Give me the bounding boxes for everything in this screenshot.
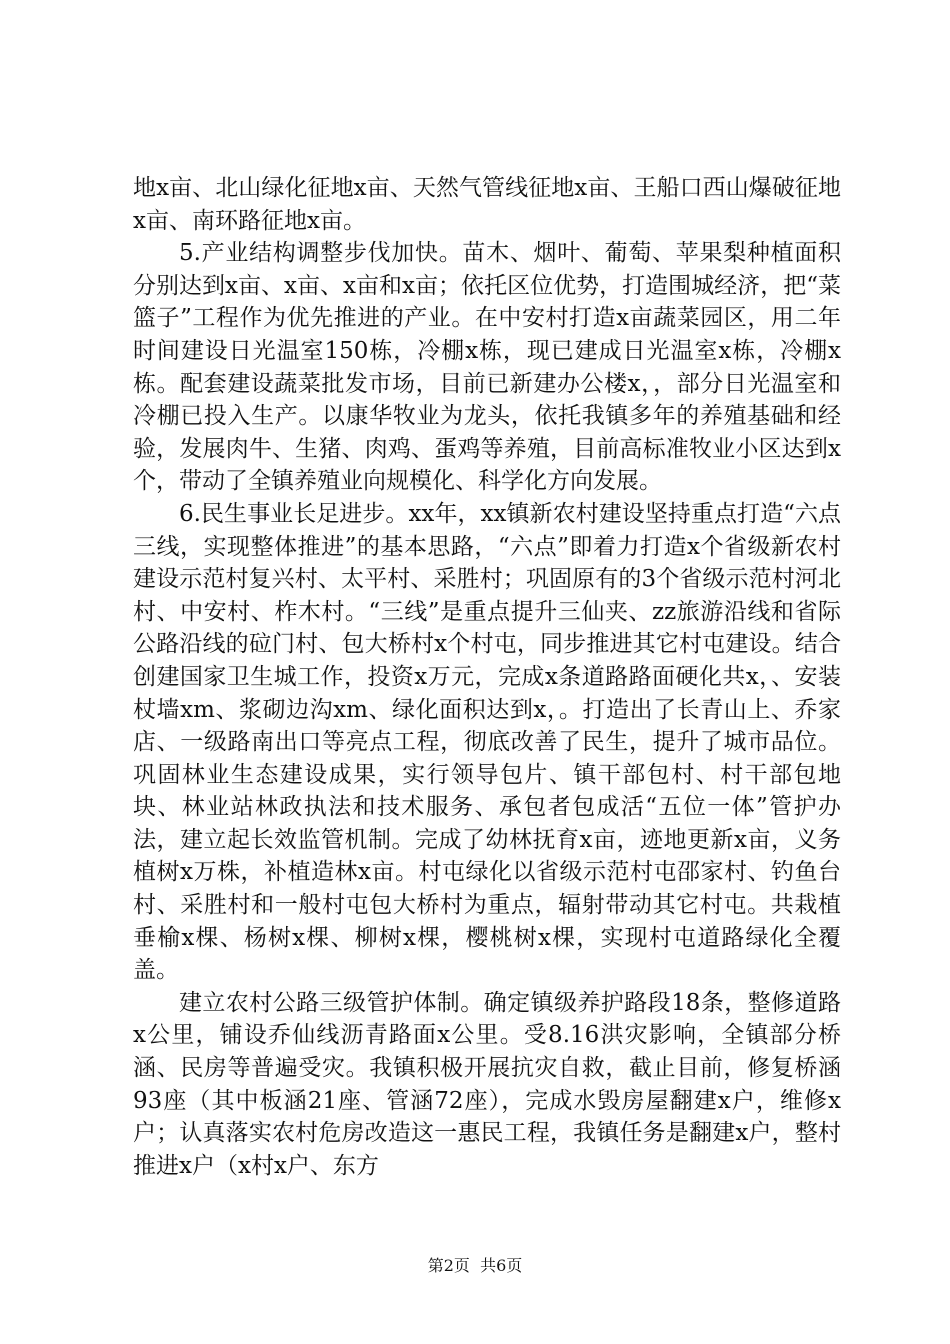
paragraph-industry-structure: 5.产业结构调整步伐加快。苗木、烟叶、葡萄、苹果梨种植面积分别达到x亩、x亩、x亩和x亩；依托区位优势，打造围城经济，把“菜篮子”工程作为优先推进的产业。在中安村打造x亩蔬菜园区，用二年时间建设日光温室150栋，冷棚x栋，现已建成日光温室x栋，冷棚x栋。配套建设蔬菜批发市场，目前已新建办公楼x，，部分日光温室和冷棚已投入生产。以康华牧业为龙头，依托我镇多年的养殖基础和经验，发展肉牛、生猪、肉鸡、蛋鸡等养殖，目前高标准牧业小区达到x个，带动了全镇养殖业向规模化、科学化方向发展。	[133, 240, 841, 495]
paragraph-livelihood: 6.民生事业长足进步。xx年，xx镇新农村建设坚持重点打造“六点三线，实现整体推进”的基本思路，“六点”即着力打造x个省级新农村建设示范村复兴村、太平村、采胜村；巩固原有的3个省级示范村河北村、中安村、柞木村。“三线”是重点提升三仙夹、zz旅游沿线和省际公路沿线的砬门村、包大桥村x个村屯，同步推进其它村屯建设。结合创建国家卫生城工作，投资x万元，完成x条道路路面硬化共x，、安装杖墙xm、浆砌边沟xm、绿化面积达到x，。打造出了长青山上、乔家店、一级路南出口等亮点工程，彻底改善了民生，提升了城市品位。巩固林业生态建设成果，实行领导包片、镇干部包村、村干部包地块、林业站林政执法和技术服务、承包者包成活“五位一体”管护办法，建立起长效监管机制。完成了幼林抚育x亩，迹地更新x亩，义务植树x万株，补植造林x亩。村屯绿化以省级示范村屯邵家村、钓鱼台村、采胜村和一般村屯包大桥村为重点，辐射带动其它村屯。共栽植垂榆x棵、杨树x棵、柳树x棵，樱桃树x棵，实现村屯道路绿化全覆盖。	[133, 500, 841, 984]
document-body	[133, 172, 841, 1182]
paragraph-land-acquisition: 地x亩、北山绿化征地x亩、天然气管线征地x亩、王船口西山爆破征地x亩、南环路征地x亩。	[133, 175, 841, 234]
page-number: 第2页 共6页	[427, 1256, 523, 1275]
page-footer	[0, 1256, 950, 1276]
paragraph-rural-roads: 建立农村公路三级管护体制。确定镇级养护路段18条，整修道路x公里，铺设乔仙线沥青路面x公里。受8.16洪灾影响，全镇部分桥涵、民房等普遍受灾。我镇积极开展抗灾自救，截止目前，修复桥涵93座（其中板涵21座、管涵72座），完成水毁房屋翻建x户，维修x户；认真落实农村危房改造这一惠民工程，我镇任务是翻建x户，整村推进x户（x村x户、东方	[133, 989, 841, 1179]
